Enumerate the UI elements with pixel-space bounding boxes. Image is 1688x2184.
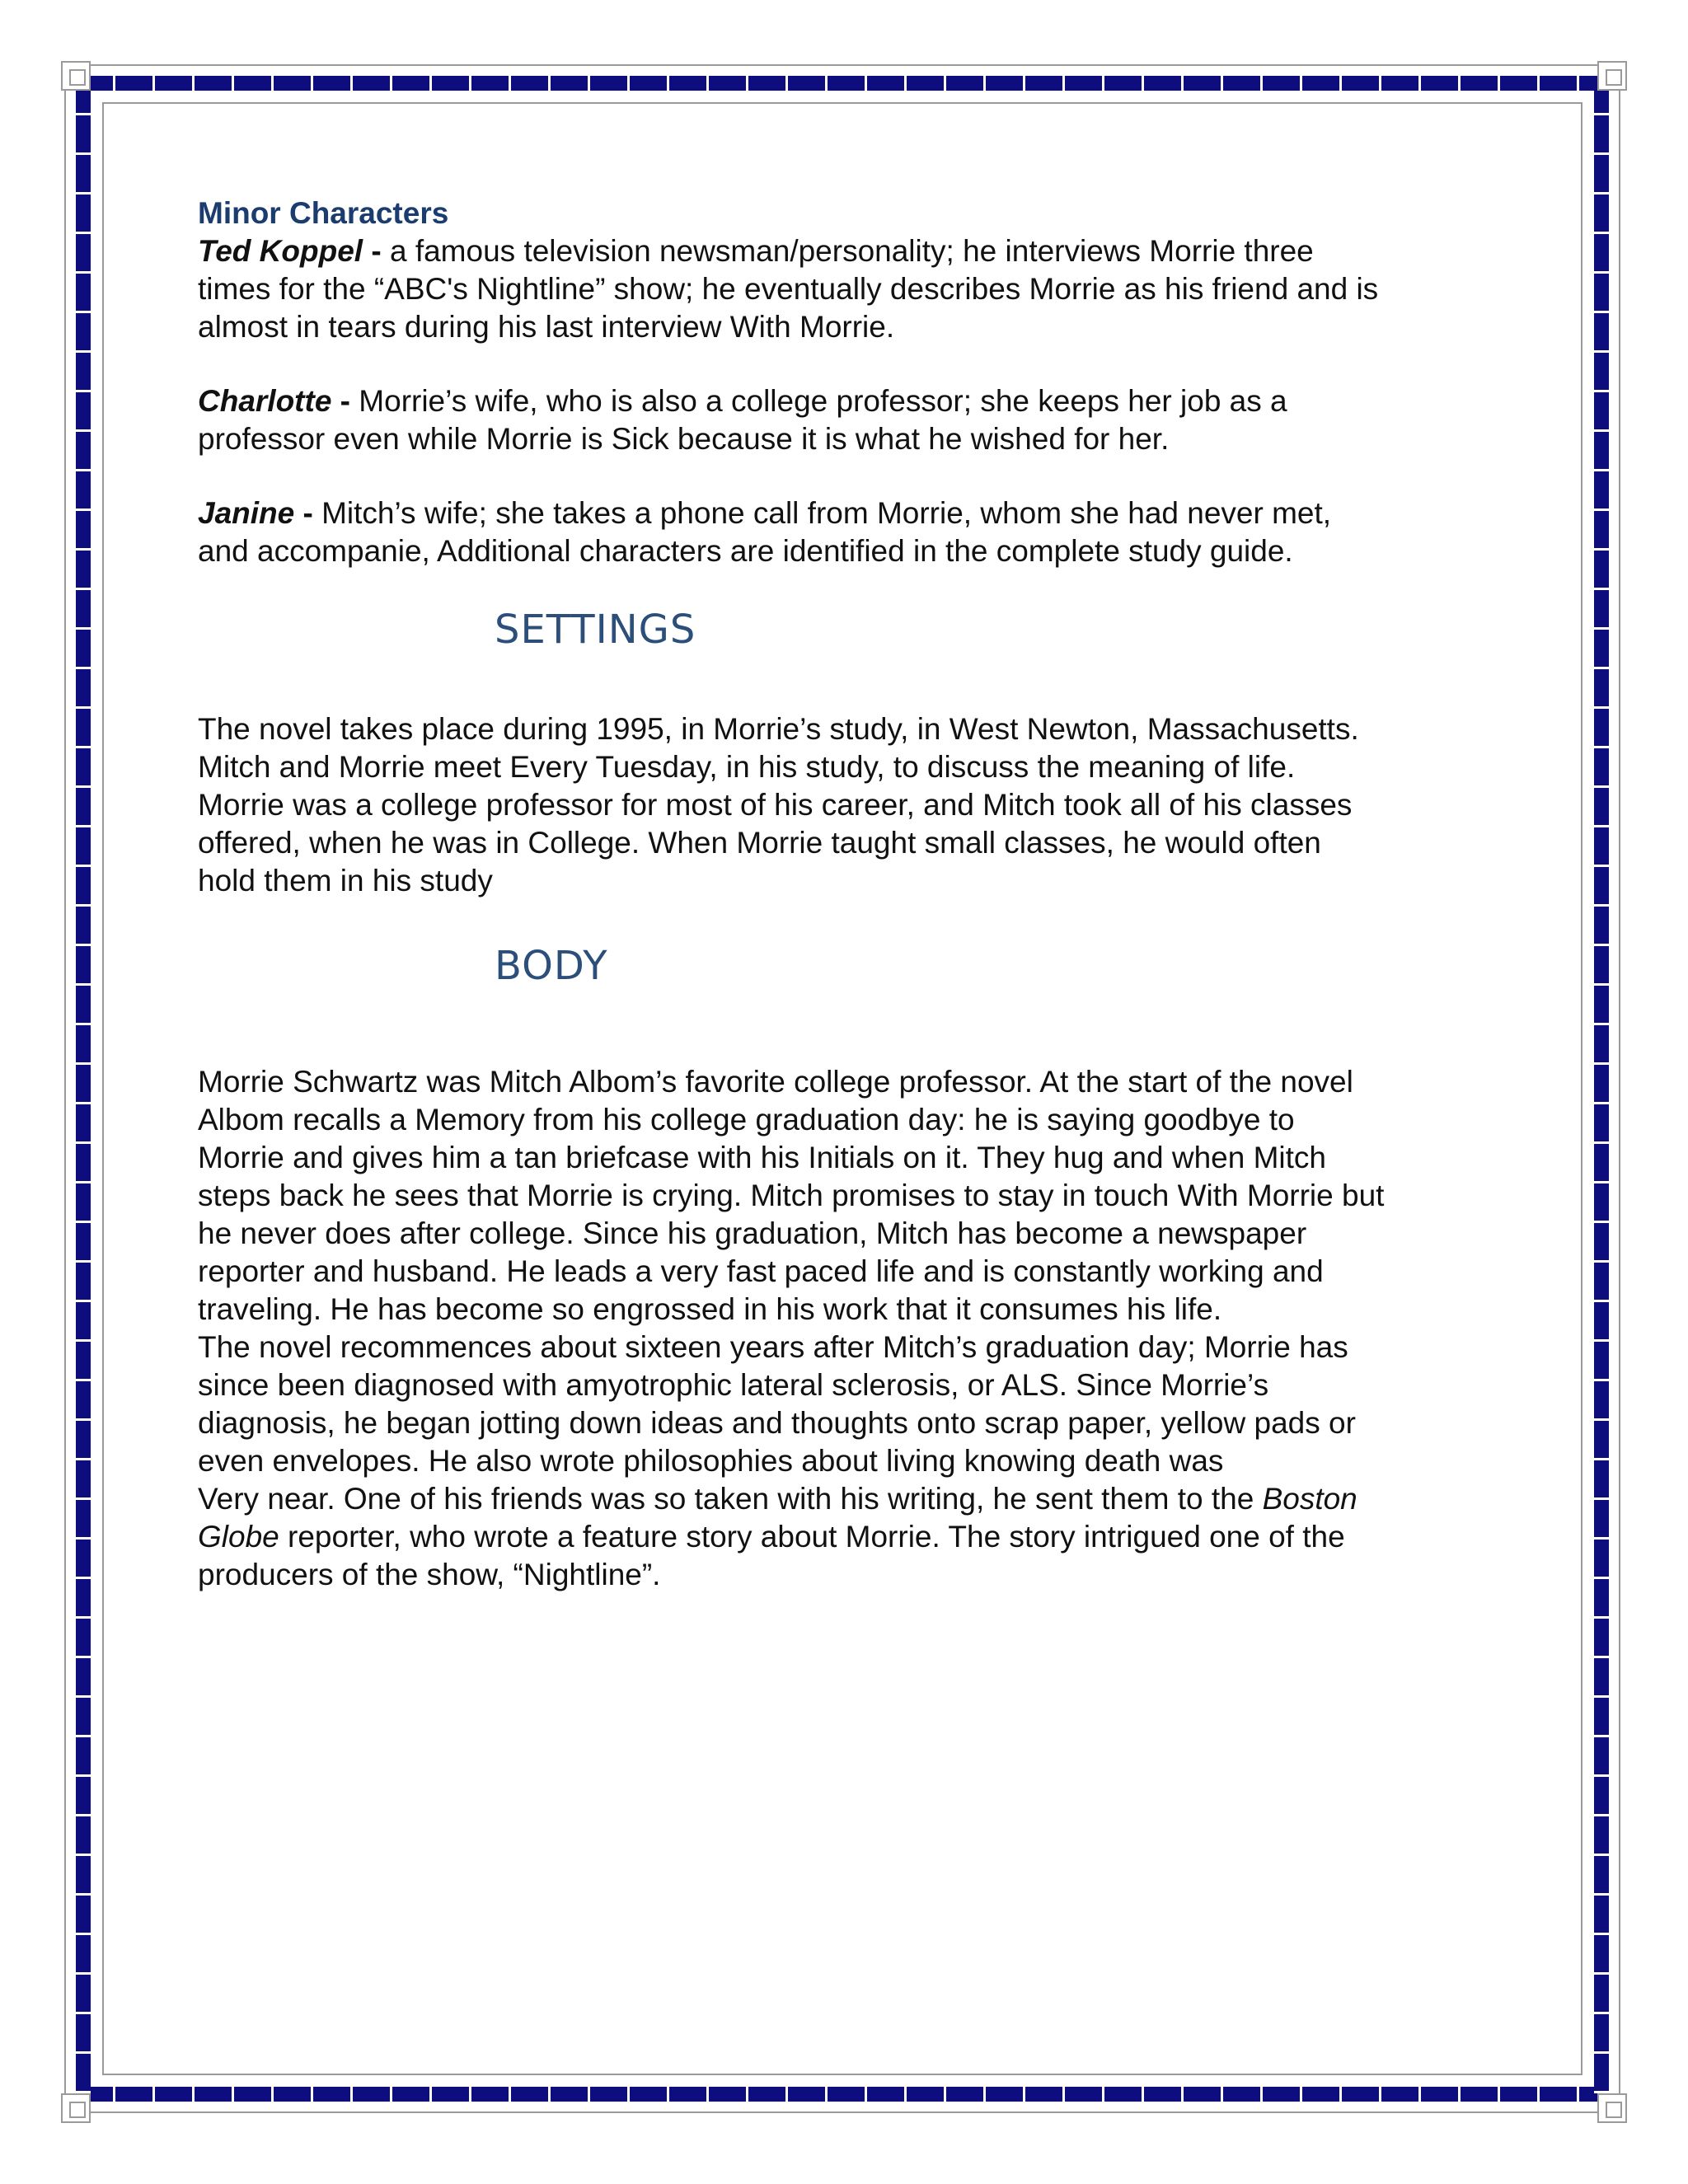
body-line (198, 1480, 1517, 1518)
page-border-ticks-left (76, 76, 91, 2102)
border-corner-top-left (61, 61, 91, 91)
body-line: since been diagnosed with amyotrophic lateral sclerosis, or ALS. Since Morrie’s (198, 1368, 1269, 1402)
character-description-line: times for the “ABC's Nightline” show; he eventually describes Morrie as his friend and is (198, 272, 1379, 306)
minor-characters-heading: Minor Characters (198, 196, 449, 230)
page-border-ticks-bottom (76, 2087, 1609, 2102)
body-line: Morrie Schwartz was Mitch Albom’s favorite college professor. At the start of the novel (198, 1065, 1353, 1099)
body-text: reporter, who wrote a feature story about Morrie. The story intrigued one of the (279, 1520, 1345, 1554)
newspaper-title: Globe (198, 1520, 279, 1554)
character-description-line: professor even while Morrie is Sick because it is what he wished for her. (198, 422, 1170, 456)
body-line: Morrie and gives him a tan briefcase with his Initials on it. They hug and when Mitch (198, 1141, 1326, 1174)
border-corner-top-right (1597, 61, 1627, 91)
body-line: reporter and husband. He leads a very fast paced life and is constantly working and (198, 1254, 1324, 1288)
settings-paragraph (198, 710, 1517, 900)
character-separator: - (294, 496, 322, 530)
character-separator: - (331, 384, 359, 418)
body-heading: BODY (495, 943, 608, 989)
page-content (198, 194, 1517, 1594)
body-text: Very near. One of his friends was so taken with his writing, he sent them to the (198, 1482, 1263, 1516)
character-name: Janine (198, 496, 295, 530)
settings-line: Morrie was a college professor for most of his career, and Mitch took all of his classes (198, 788, 1353, 822)
body-line: producers of the show, “Nightline”. (198, 1558, 661, 1591)
settings-line: The novel takes place during 1995, in Morrie’s study, in West Newton, Massachusetts. (198, 712, 1359, 746)
border-corner-bottom-left (61, 2093, 91, 2123)
character-name: Charlotte (198, 384, 332, 418)
settings-heading: SETTINGS (495, 607, 696, 653)
body-line (198, 1518, 1517, 1556)
body-line: even envelopes. He also wrote philosophies about living knowing death was (198, 1444, 1224, 1478)
character-description-line: and accompanie, Additional characters are identified in the complete study guide. (198, 534, 1293, 568)
body-line: Albom recalls a Memory from his college graduation day: he is saying goodbye to (198, 1103, 1295, 1137)
settings-line: Mitch and Morrie meet Every Tuesday, in his study, to discuss the meaning of life. (198, 750, 1296, 784)
settings-line: hold them in his study (198, 864, 493, 898)
character-entry-charlotte (198, 382, 1517, 458)
character-entry-ted-koppel (198, 232, 1517, 346)
character-description-line: almost in tears during his last interview With Morrie. (198, 310, 895, 344)
page-border-ticks-top (76, 76, 1609, 91)
body-line: The novel recommences about sixteen years after Mitch’s graduation day; Morrie has (198, 1330, 1348, 1364)
body-line: diagnosis, he began jotting down ideas and thoughts onto scrap paper, yellow pads or (198, 1406, 1356, 1440)
character-name: Ted Koppel (198, 234, 363, 268)
character-description-line: a famous television newsman/personality; he interviews Morrie three (389, 234, 1314, 268)
body-line: steps back he sees that Morrie is crying. Mitch promises to stay in touch With Morrie but (198, 1179, 1385, 1212)
page-border-ticks-right (1594, 76, 1609, 2102)
character-description-line: Mitch’s wife; she takes a phone call from Morrie, whom she had never met, (321, 496, 1332, 530)
body-line: he never does after college. Since his graduation, Mitch has become a newspaper (198, 1216, 1307, 1250)
character-description-line: Morrie’s wife, who is also a college professor; she keeps her job as a (359, 384, 1287, 418)
settings-line: offered, when he was in College. When Morrie taught small classes, he would often (198, 826, 1321, 860)
body-line: traveling. He has become so engrossed in his work that it consumes his life. (198, 1292, 1222, 1326)
character-separator: - (363, 234, 390, 268)
newspaper-title: Boston (1262, 1482, 1357, 1516)
border-corner-bottom-right (1597, 2093, 1627, 2123)
character-entry-janine (198, 494, 1517, 570)
body-paragraph (198, 1063, 1517, 1594)
